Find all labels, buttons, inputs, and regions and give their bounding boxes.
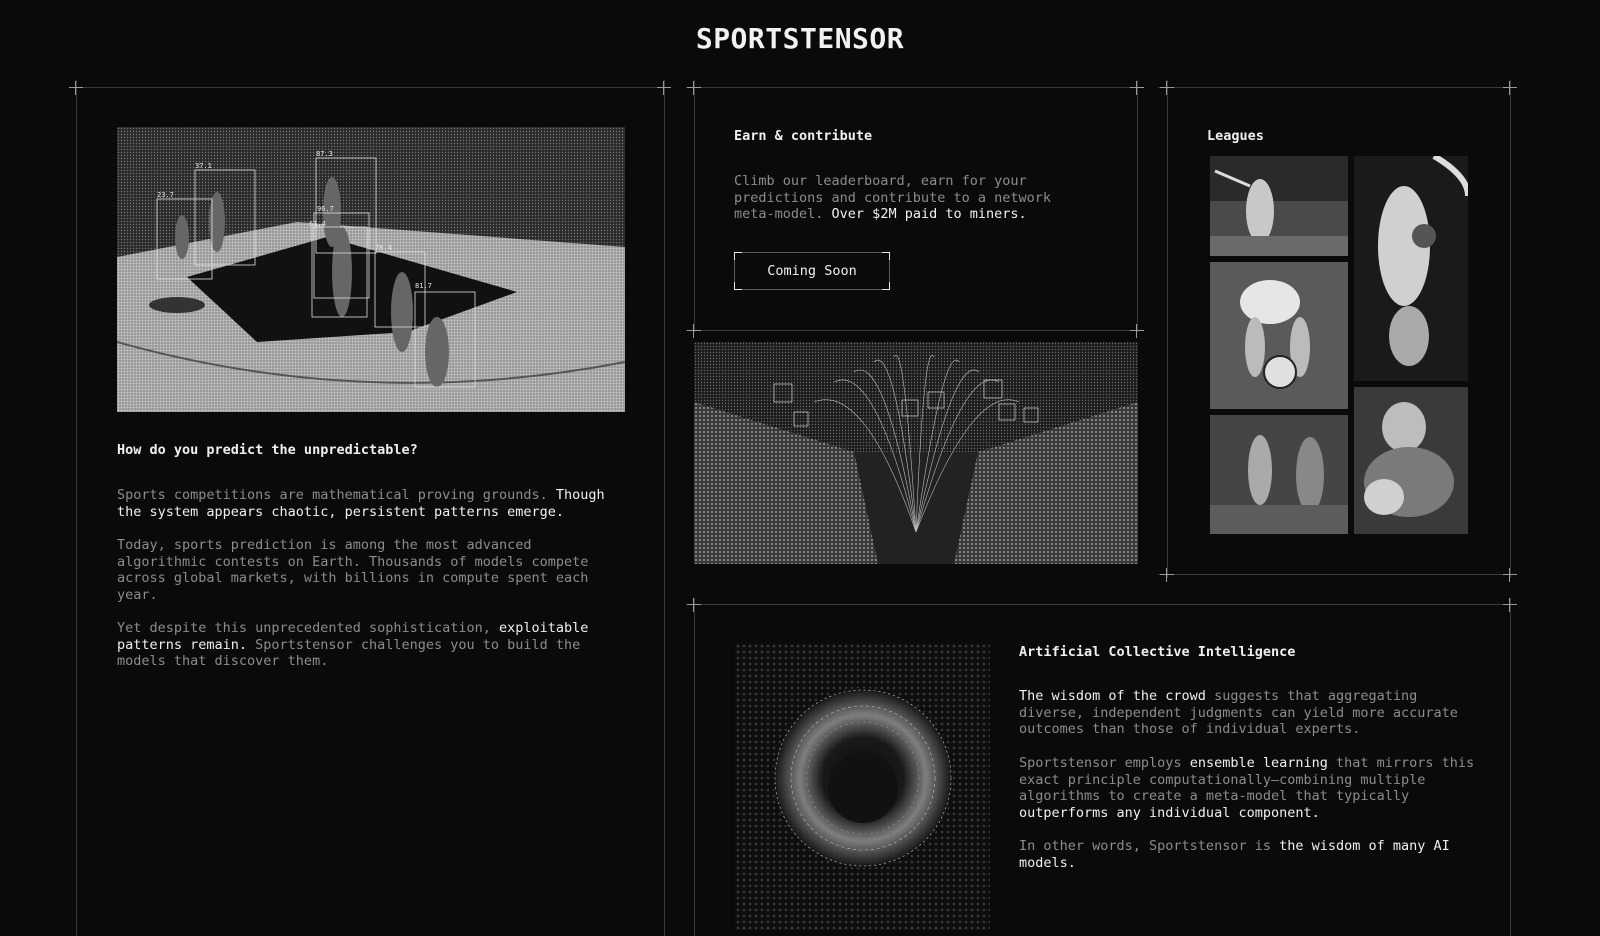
grid-line — [694, 80, 695, 332]
detection-label: 87.3 — [316, 150, 333, 158]
aci-p2-text: Sportstensor employs — [1019, 755, 1190, 771]
aci-paragraph-1 — [1019, 688, 1479, 738]
grid-line — [694, 598, 695, 936]
grid-line — [70, 87, 670, 88]
intro-p3-highlight: exploitable patterns remain. — [117, 620, 589, 653]
coming-soon-button[interactable] — [734, 252, 890, 290]
intro-paragraph-1 — [117, 487, 627, 520]
earn-highlight: Over $2M paid to miners. — [831, 206, 1027, 223]
detection-label: 23.7 — [157, 191, 174, 199]
grid-line — [1137, 80, 1138, 332]
detection-label: 61.4 — [309, 220, 326, 228]
earn-text: Climb our leaderboard, earn for your predictions and contribute to a network meta-model. — [734, 173, 1051, 223]
basketball-player-image — [1354, 156, 1468, 381]
intro-paragraph-3 — [117, 620, 627, 670]
grid-line — [664, 80, 665, 936]
crosshair-icon — [687, 598, 701, 612]
sphere-image — [735, 643, 990, 930]
intro-p1-text: Sports competitions are mathematical proving grounds. — [117, 487, 556, 503]
crosshair-icon — [1503, 598, 1517, 612]
crosshair-icon — [1503, 568, 1517, 582]
crosshair-icon — [687, 81, 701, 95]
grid-line — [686, 330, 1144, 331]
site-title[interactable]: SPORTSTENSOR — [695, 22, 905, 55]
intro-p3-text: Yet despite this unprecedented sophistication, — [117, 620, 500, 636]
aci-p1-highlight: The wisdom of the crowd — [1019, 688, 1206, 704]
detection-label: 81.7 — [415, 282, 432, 290]
crosshair-icon — [69, 81, 83, 95]
crosshair-icon — [1130, 324, 1144, 338]
crosshair-icon — [1160, 81, 1174, 95]
aci-p3-highlight: the wisdom of many AI models. — [1019, 838, 1450, 871]
aci-p1-text: suggests that aggregating diverse, independent judgments can yield more accurate outcomes than those of individual experts. — [1019, 688, 1458, 738]
aci-p2-text-mid: that mirrors this exact principle computationally—combining multiple algorithms to create a meta-model that typically — [1019, 755, 1475, 805]
soccer-match-image — [1210, 415, 1348, 534]
detection-label: 96.7 — [317, 205, 334, 213]
grid-line — [1158, 574, 1516, 575]
crosshair-icon — [1130, 81, 1144, 95]
basketball-court-image — [117, 127, 625, 412]
soccer-image — [1210, 262, 1348, 409]
coming-soon-label: Coming Soon — [767, 263, 857, 279]
intro-p1-highlight: Though the system appears chaotic, persistent patterns emerge. — [117, 487, 605, 520]
crosshair-icon — [1160, 568, 1174, 582]
detection-label: 37.1 — [195, 162, 212, 170]
crosshair-icon — [687, 324, 701, 338]
grid-line — [1510, 80, 1511, 578]
grid-line — [1510, 598, 1511, 936]
detection-label: 78.4 — [375, 244, 392, 252]
grid-line — [1167, 80, 1168, 578]
leagues-heading: Leagues — [1207, 128, 1264, 144]
aci-p2-highlight-end: outperforms any individual component. — [1019, 804, 1320, 821]
aci-paragraph-3 — [1019, 838, 1479, 871]
intro-p3-text-end: Sportstensor challenges you to build the models that discover them. — [117, 636, 581, 670]
grid-line — [76, 80, 77, 936]
crosshair-icon — [657, 81, 671, 95]
aci-p2-highlight: ensemble learning — [1189, 755, 1328, 771]
crosshair-icon — [1503, 81, 1517, 95]
stadium-image — [694, 342, 1138, 564]
football-image — [1354, 387, 1468, 534]
earn-heading: Earn & contribute — [734, 128, 873, 144]
earn-paragraph — [734, 173, 1079, 223]
aci-p3-text: In other words, Sportstensor is — [1019, 838, 1280, 854]
grid-line — [686, 87, 1144, 88]
grid-line — [686, 604, 1516, 605]
intro-heading: How do you predict the unpredictable? — [117, 442, 418, 458]
baseball-image — [1210, 156, 1348, 256]
aci-paragraph-2 — [1019, 755, 1479, 821]
grid-line — [1158, 87, 1516, 88]
intro-paragraph-2: Today, sports prediction is among the most advanced algorithmic contests on Earth. Thousands of models compete across global markets, with billions in compute spent each year. — [117, 537, 589, 603]
aci-heading: Artificial Collective Intelligence — [1019, 644, 1296, 660]
